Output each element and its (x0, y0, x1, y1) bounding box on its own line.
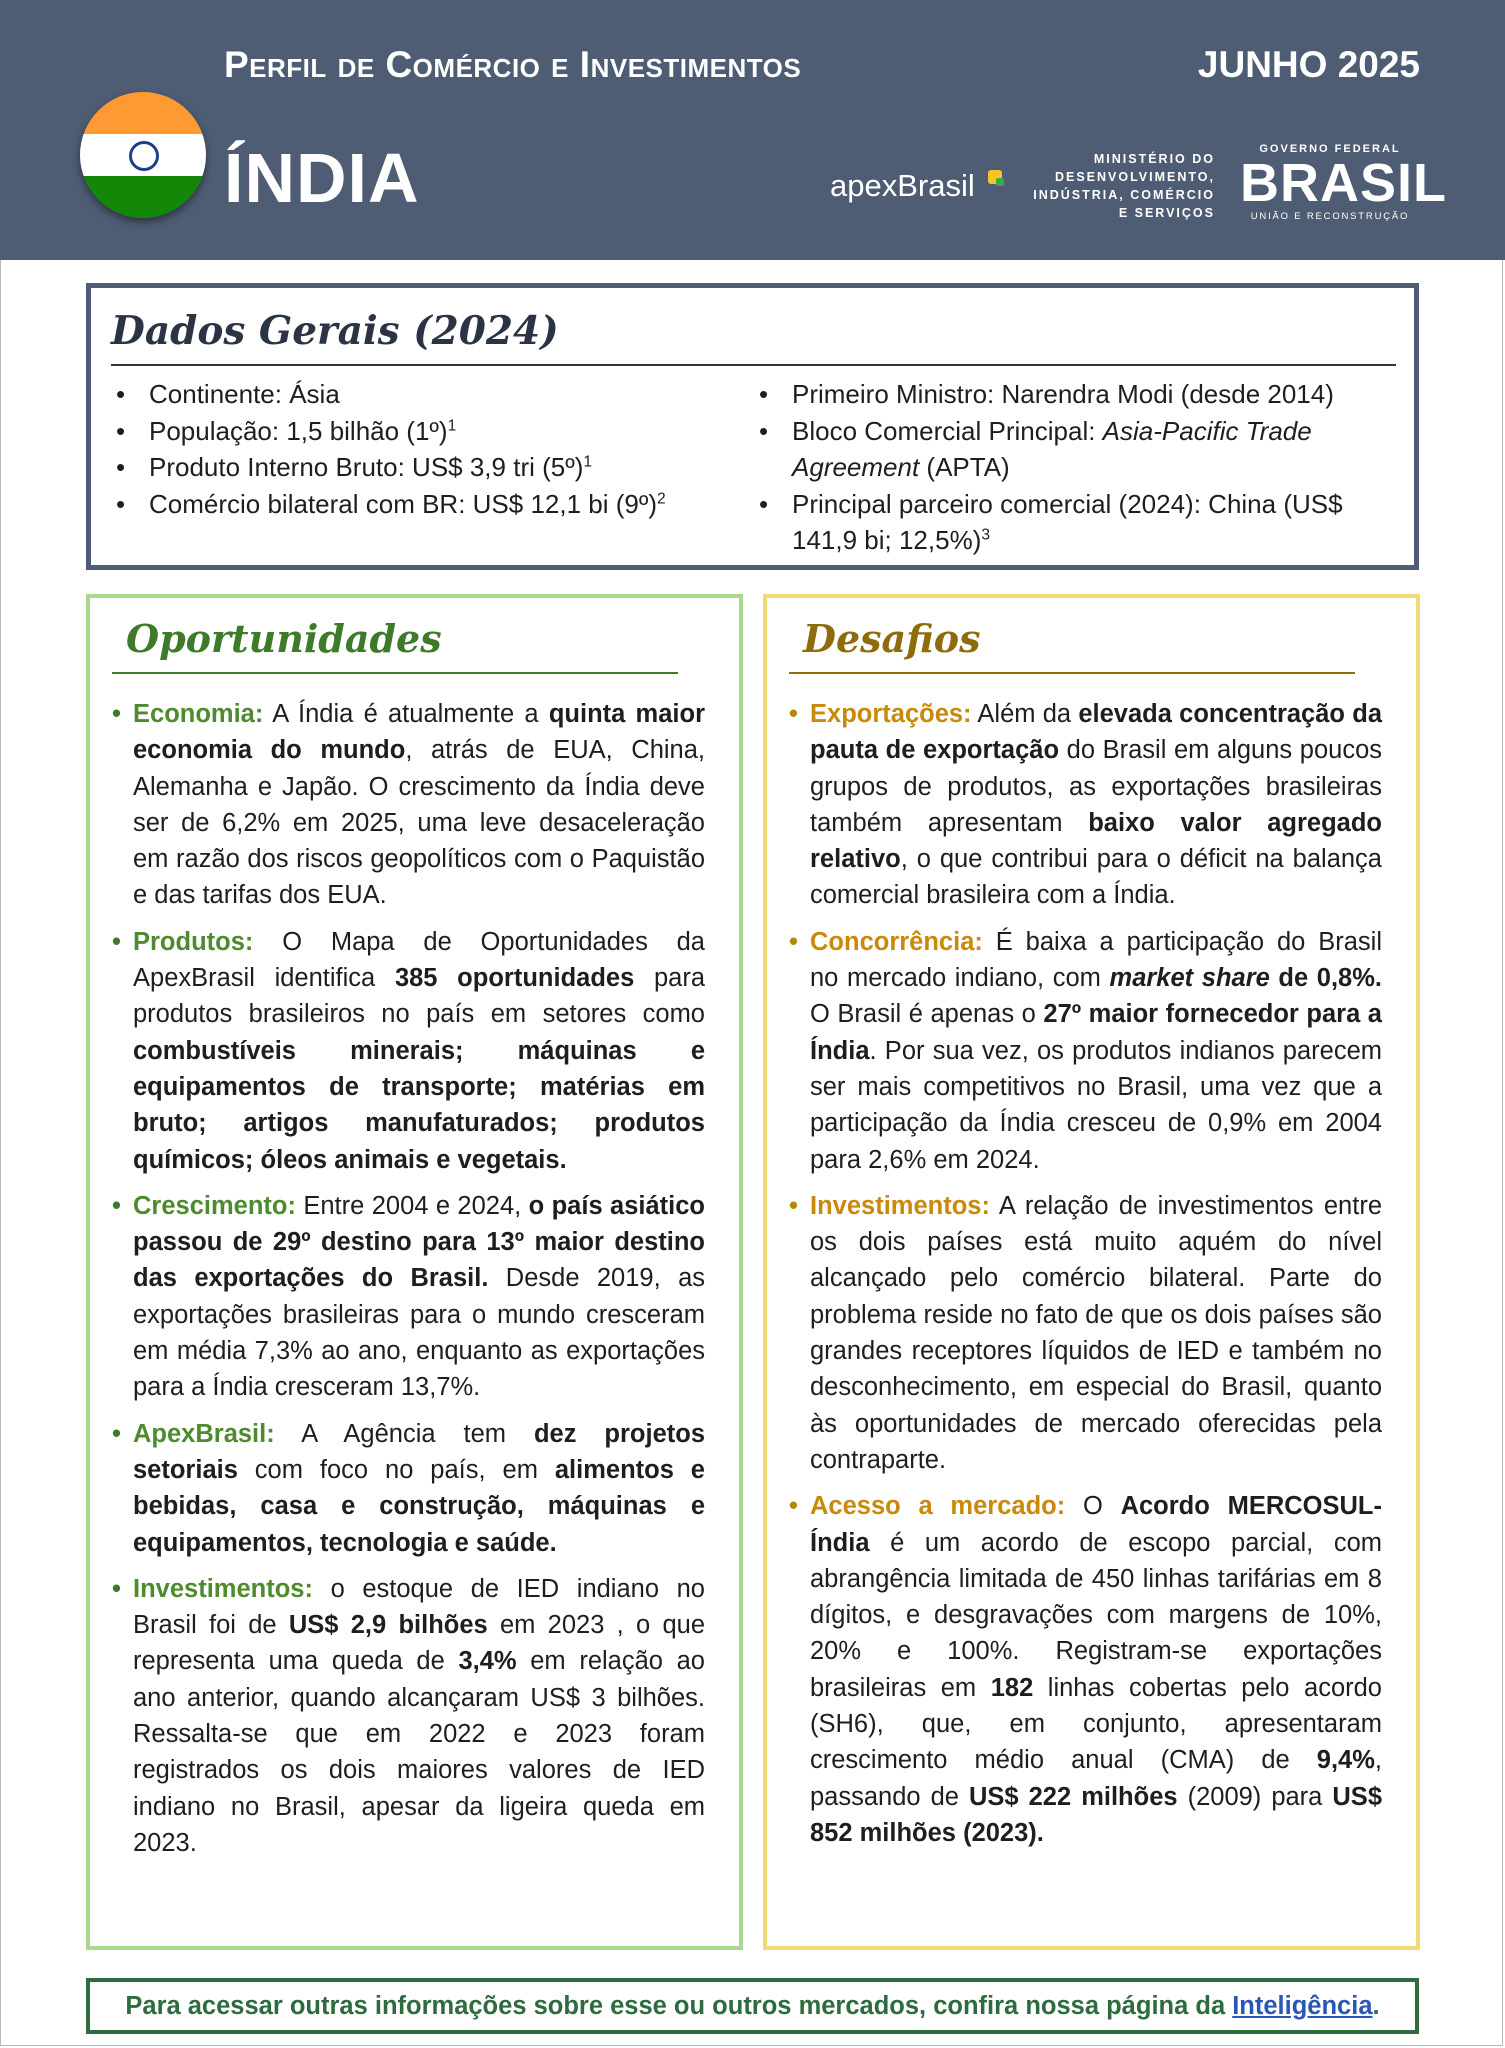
india-flag-icon (80, 92, 206, 218)
governo-federal-logo (1240, 143, 1447, 222)
dados-right-list (759, 376, 1399, 559)
desafio-investimentos: • Investimentos: A relação de investimentos entre os dois países está muito aquém do nível alcançado pelo comércio bilateral. Parte do problema reside no fato de que os dois países são grandes receptores líquidos de IED e também no desconhecimento, em especial do Brasil, quanto às oportunidades de mercado oferecidas pela contraparte. (789, 1188, 1382, 1478)
apexbrasil-logo: apexBrasil (830, 168, 975, 203)
desafios-box (763, 594, 1420, 1950)
desafio-acesso-mercado: • Acesso a mercado: O Acordo MERCOSUL-Índia é um acordo de escopo parcial, com abrangência limitada de 450 linhas tarifárias em 8 dígitos, e desgravações com margens de 10%, 20% e 100%. Registram-se exportações brasileiras em 182 linhas cobertas pelo acordo (SH6), que, em conjunto, apresentaram crescimento médio anual (CMA) de 9,4%, passando de US$ 222 milhões (2009) para US$ 852 milhões (2023). (789, 1488, 1382, 1851)
desafios-list (789, 696, 1382, 1861)
footer-banner (86, 1978, 1419, 2034)
oportunidade-produtos: • Produtos: O Mapa de Oportunidades da ApexBrasil identifica 385 oportunidades para produtos brasileiros no país em setores como combustíveis minerais; máquinas e equipamentos de transporte; matérias em bruto; artigos manufaturados; produtos químicos; óleos animais e vegetais. (112, 924, 705, 1178)
dados-item: • Primeiro Ministro: Narendra Modi (desde 2014) (759, 376, 1399, 413)
oportunidades-box (86, 594, 743, 1950)
dados-item: • Continente: Ásia (116, 376, 736, 413)
divider (112, 672, 678, 674)
dados-gerais-title: Dados Gerais (2024) (111, 308, 559, 354)
dados-item: • Produto Interno Bruto: US$ 3,9 tri (5º)$^1$ (116, 449, 736, 486)
oportunidade-investimentos: • Investimentos: o estoque de IED indiano no Brasil foi de US$ 2,9 bilhões em 2023 , o que representa uma queda de 3,4% em relação ao ano anterior, quando alcançaram US$ 3 bilhões. Ressalta-se que em 2022 e 2023 foram registrados os dois maiores valores de IED indiano no Brasil, apesar da ligeira queda em 2023. (112, 1571, 705, 1861)
ministry-line: MINISTÉRIO DO (1093, 152, 1215, 166)
dados-item: • Principal parceiro comercial (2024): China (US$ 141,9 bi; 12,5%)$^3$ (759, 486, 1399, 559)
desafio-concorrencia: • Concorrência: É baixa a participação do Brasil no mercado indiano, com market share de 0,8%. O Brasil é apenas o 27º maior fornecedor para a Índia. Por sua vez, os produtos indianos parecem ser mais competitivos no Brasil, uma vez que a participação da Índia cresceu de 0,9% em 2004 para 2,6% em 2024. (789, 924, 1382, 1178)
document-title: Perfil de Comércio e Investimentos (224, 44, 802, 85)
dados-item: • Bloco Comercial Principal: Asia-Pacific Trade Agreement (APTA) (759, 413, 1399, 486)
footer-text: Para acessar outras informações sobre esse ou outros mercados, confira nossa página da (125, 1992, 1233, 2020)
gov-top-text: GOVERNO FEDERAL (1259, 143, 1401, 155)
oportunidades-list (112, 696, 705, 1871)
dados-item: • Comércio bilateral com BR: US$ 12,1 bi (9º)$^2$ (116, 486, 736, 523)
oportunidades-title: Oportunidades (126, 616, 442, 661)
gov-sub-text: UNIÃO E RECONSTRUÇÃO (1250, 211, 1410, 222)
apex-logo-mark-icon-2 (996, 178, 1004, 186)
document-date: JUNHO 2025 (1197, 44, 1420, 85)
header-banner (0, 0, 1505, 260)
ministry-logo (1033, 150, 1215, 222)
footer-period: . (1372, 1992, 1380, 2020)
desafios-title: Desafios (803, 616, 981, 661)
ministry-line: DESENVOLVIMENTO, (1054, 170, 1215, 184)
ashoka-chakra-icon (129, 141, 159, 171)
dados-item: • População: 1,5 bilhão (1º)$^1$ (116, 413, 736, 450)
ministry-line: INDÚSTRIA, COMÉRCIO (1033, 188, 1215, 202)
oportunidade-economia: • Economia: A Índia é atualmente a quinta maior economia do mundo, atrás de EUA, China, Alemanha e Japão. O crescimento da Índia deve ser de 6,2% em 2025, uma leve desaceleração em razão dos riscos geopolíticos com o Paquistão e das tarifas dos EUA. (112, 696, 705, 914)
desafio-exportacoes: • Exportações: Além da elevada concentração da pauta de exportação do Brasil em alguns poucos grupos de produtos, as exportações brasileiras também apresentam baixo valor agregado relativo, o que contribui para o déficit na balança comercial brasileira com a Índia. (789, 696, 1382, 914)
divider (789, 672, 1355, 674)
oportunidade-apexbrasil: • ApexBrasil: A Agência tem dez projetos setoriais com foco no país, em alimentos e bebidas, casa e construção, máquinas e equipamentos, tecnologia e saúde. (112, 1416, 705, 1561)
inteligencia-link[interactable]: Inteligência (1232, 1992, 1373, 2020)
divider (111, 364, 1396, 366)
ministry-line: E SERVIÇOS (1118, 206, 1215, 220)
dados-gerais-box (86, 283, 1419, 570)
oportunidade-crescimento: • Crescimento: Entre 2004 e 2024, o país asiático passou de 29º destino para 13º maior destino das exportações do Brasil. Desde 2019, as exportações brasileiras para o mundo cresceram em média 7,3% ao ano, enquanto as exportações para a Índia cresceram 13,7%. (112, 1188, 705, 1406)
dados-left-list (116, 376, 736, 522)
gov-brasil-text: BRASIL (1240, 153, 1447, 213)
country-name: ÍNDIA (224, 139, 420, 217)
